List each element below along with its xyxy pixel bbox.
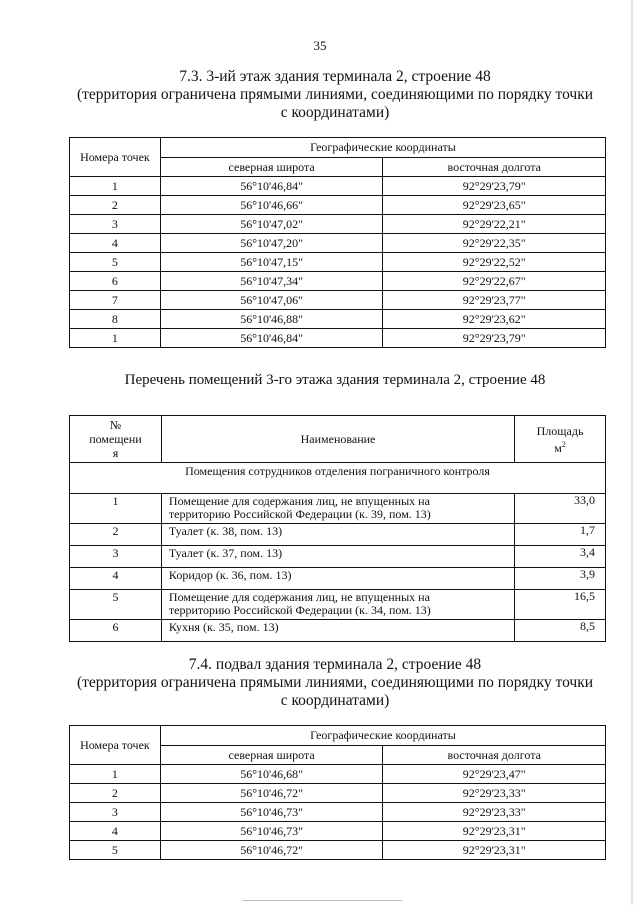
longitude-value: 92°29'23,33" (383, 784, 606, 803)
longitude-value: 92°29'23,65" (383, 196, 606, 215)
table-row (70, 291, 606, 310)
latitude-value: 56°10'47,02" (160, 215, 383, 234)
table-row (70, 196, 606, 215)
longitude-value: 92°29'23,62" (383, 310, 606, 329)
col-header-room-number (70, 416, 162, 463)
table-row (70, 546, 606, 568)
table-row (70, 253, 606, 272)
room-area: 3,9 (515, 568, 606, 590)
latitude-value: 56°10'46,73" (160, 803, 383, 822)
page-number: 35 (313, 38, 327, 53)
room-area: 8,5 (515, 620, 606, 642)
point-number: 1 (70, 765, 161, 784)
scan-edge-bottom (242, 900, 402, 901)
table-row (70, 568, 606, 590)
room-area: 3,4 (515, 546, 606, 568)
latitude-value: 56°10'46,68" (160, 765, 383, 784)
room-name-line: Кухня (к. 35, пом. 13) (168, 620, 279, 634)
room-number: 3 (70, 546, 162, 568)
section-1-title-line: с координатами) (280, 104, 390, 121)
point-number: 2 (70, 784, 161, 803)
coordinates-table-2-body (70, 765, 606, 860)
table-row (70, 234, 606, 253)
latitude-value: 56°10'46,84" (160, 177, 383, 196)
table-row (70, 524, 606, 546)
longitude-value: 92°29'23,33" (383, 803, 606, 822)
rooms-table (69, 415, 606, 642)
point-number: 3 (70, 803, 161, 822)
room-name-line: Туалет (к. 37, пом. 13) (168, 546, 283, 560)
point-number: 8 (70, 310, 161, 329)
col-header-room-number-line: я (112, 446, 119, 460)
rooms-table-body (70, 494, 606, 642)
point-number: 7 (70, 291, 161, 310)
table-row (70, 620, 606, 642)
latitude-value: 56°10'47,20" (160, 234, 383, 253)
table-row (70, 177, 606, 196)
room-name-line: Помещение для содержания лиц, не впущенных на (168, 590, 430, 604)
coordinates-table-2 (69, 725, 606, 860)
section-2-title-line: с координатами) (280, 692, 390, 709)
longitude-value: 92°29'22,67" (383, 272, 606, 291)
col-header-lat: северная широта (160, 158, 383, 177)
point-number: 1 (70, 177, 161, 196)
room-number: 2 (70, 524, 162, 546)
col-header-area (515, 416, 606, 463)
col-header-lon: восточная долгота (383, 746, 606, 765)
longitude-value: 92°29'22,35" (383, 234, 606, 253)
longitude-value: 92°29'23,31" (383, 822, 606, 841)
room-name-line: Помещение для содержания лиц, не впущенных на (168, 494, 430, 508)
point-number: 4 (70, 822, 161, 841)
col-header-room-number-line: помещени (89, 432, 142, 446)
table-row (70, 822, 606, 841)
room-number: 1 (70, 494, 162, 524)
room-name-line: территорию Российской Федерации (к. 34, пом. 13) (168, 603, 431, 617)
room-number: 5 (70, 590, 162, 620)
section-2-title-line: 7.4. подвал здания терминала 2, строение 48 (188, 656, 482, 673)
col-header-points: Номера точек (70, 138, 161, 177)
room-name (161, 590, 514, 620)
room-area: 1,7 (515, 524, 606, 546)
latitude-value: 56°10'46,84" (160, 329, 383, 348)
longitude-value: 92°29'23,31" (383, 841, 606, 860)
longitude-value: 92°29'23,79" (383, 177, 606, 196)
point-number: 5 (70, 253, 161, 272)
section-1-title-line: 7.3. 3-ий этаж здания терминала 2, строение 48 (179, 68, 491, 85)
scan-edge (631, 0, 633, 905)
room-number: 4 (70, 568, 162, 590)
latitude-value: 56°10'46,88" (160, 310, 383, 329)
col-header-room-number-line: № (109, 418, 122, 432)
room-number: 6 (70, 620, 162, 642)
latitude-value: 56°10'46,66" (160, 196, 383, 215)
room-name (161, 568, 514, 590)
latitude-value: 56°10'46,72" (160, 784, 383, 803)
room-name (161, 524, 514, 546)
col-header-points: Номера точек (70, 726, 161, 765)
longitude-value: 92°29'22,21" (383, 215, 606, 234)
room-name (161, 494, 514, 524)
room-area: 16,5 (515, 590, 606, 620)
point-number: 2 (70, 196, 161, 215)
longitude-value: 92°29'22,52" (383, 253, 606, 272)
room-name (161, 546, 514, 568)
table-row (70, 765, 606, 784)
table-row (70, 784, 606, 803)
table-row (70, 215, 606, 234)
col-header-area-unit: м (554, 440, 562, 455)
table-row (70, 590, 606, 620)
col-header-area-line: Площадь (536, 423, 584, 438)
section-1-title (60, 68, 610, 122)
point-number: 1 (70, 329, 161, 348)
latitude-value: 56°10'47,06" (160, 291, 383, 310)
table-row (70, 272, 606, 291)
longitude-value: 92°29'23,77" (383, 291, 606, 310)
col-header-lon: восточная долгота (383, 158, 606, 177)
coordinates-table-1-body (70, 177, 606, 348)
table-row (70, 803, 606, 822)
room-name-line: территорию Российской Федерации (к. 39, пом. 13) (168, 507, 431, 521)
longitude-value: 92°29'23,79" (383, 329, 606, 348)
room-name-line: Коридор (к. 36, пом. 13) (168, 568, 292, 582)
table-row (70, 329, 606, 348)
latitude-value: 56°10'46,72" (160, 841, 383, 860)
col-header-geo: Географические координаты (160, 138, 605, 158)
rooms-title: Перечень помещений 3-го этажа здания терминала 2, строение 48 (124, 372, 546, 388)
room-name (161, 620, 514, 642)
table-row (70, 310, 606, 329)
point-number: 3 (70, 215, 161, 234)
coordinates-table-1 (69, 137, 606, 348)
col-header-geo: Географические координаты (160, 726, 605, 746)
table-row (70, 494, 606, 524)
longitude-value: 92°29'23,47" (383, 765, 606, 784)
room-area: 33,0 (515, 494, 606, 524)
room-name-line: Туалет (к. 38, пом. 13) (168, 524, 283, 538)
rooms-group-header: Помещения сотрудников отделения пограничного контроля (70, 463, 606, 494)
section-1-title-line: (территория ограничена прямыми линиями, соединяющими по порядку точки (76, 86, 594, 103)
table-row (70, 841, 606, 860)
col-header-lat: северная широта (160, 746, 383, 765)
col-header-name: Наименование (161, 416, 514, 463)
point-number: 5 (70, 841, 161, 860)
point-number: 6 (70, 272, 161, 291)
col-header-area-sup: 2 (561, 439, 566, 449)
latitude-value: 56°10'46,73" (160, 822, 383, 841)
section-2-title-line: (территория ограничена прямыми линиями, соединяющими по порядку точки (76, 674, 594, 691)
latitude-value: 56°10'47,34" (160, 272, 383, 291)
point-number: 4 (70, 234, 161, 253)
latitude-value: 56°10'47,15" (160, 253, 383, 272)
section-2-title (60, 656, 610, 710)
